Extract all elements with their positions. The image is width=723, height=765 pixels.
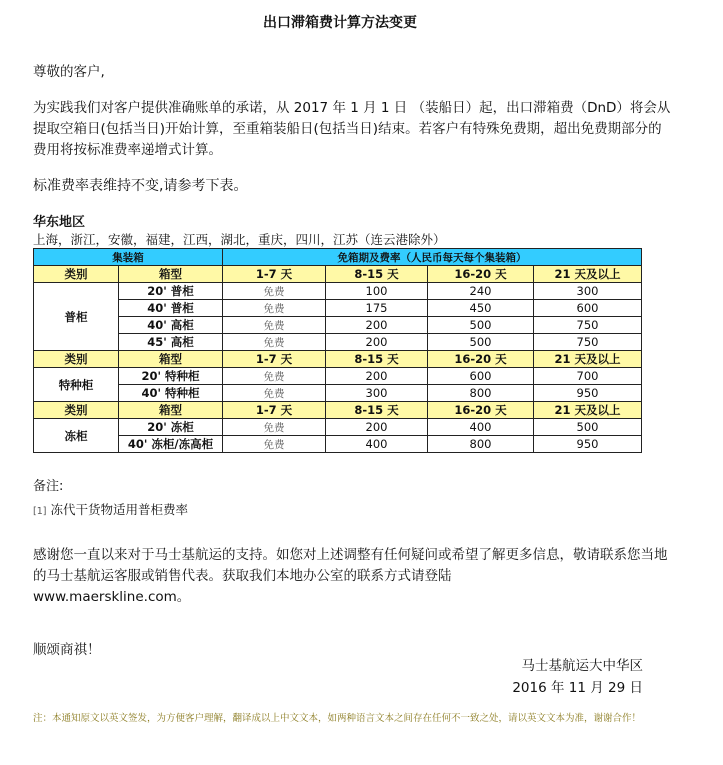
col-type-header: 类别: [34, 351, 119, 368]
notes-label: 备注:: [33, 479, 64, 494]
rate-cell: 免费: [223, 368, 326, 385]
table-row: [34, 300, 642, 317]
rate-cell: 750: [534, 317, 642, 334]
category-cell: 特种柜: [34, 368, 119, 402]
rate-cell: 800: [428, 436, 534, 453]
period-header: 16-20 天: [428, 266, 534, 283]
table-row: [34, 317, 642, 334]
rate-cell: 免费: [223, 300, 326, 317]
rate-cell: 免费: [223, 385, 326, 402]
rate-cell: 免费: [223, 283, 326, 300]
rate-cell: 950: [534, 385, 642, 402]
col-type-header: 类别: [34, 266, 119, 283]
period-header: 8-15 天: [326, 351, 428, 368]
table-header-row: [34, 402, 642, 419]
page-title: 出口滞箱费计算方法变更: [263, 15, 417, 31]
table-header-row: [34, 266, 642, 283]
category-cell: 普柜: [34, 283, 119, 351]
size-cell: 20' 冻柜: [119, 419, 223, 436]
rate-cell: 500: [428, 334, 534, 351]
size-cell: 40' 普柜: [119, 300, 223, 317]
table-row: [34, 419, 642, 436]
period-header: 21 天及以上: [534, 266, 642, 283]
period-header: 16-20 天: [428, 402, 534, 419]
rate-cell: 200: [326, 334, 428, 351]
note-ref: [1]: [33, 506, 47, 517]
intro-paragraph: 为实践我们对客户提供准确账单的承诺，从 2017 年 1 月 1 日 （装船日）起，出口滞箱费（DnD）将会从提取空箱日(包括当日)开始计算，至重箱装船日(包括当日)结束。若客户有特殊免费期，超出免费期部分的费用将按标准费率递增式计算。: [33, 100, 671, 158]
category-cell: 冻柜: [34, 419, 119, 453]
signature-date: 2016 年 11 月 29 日: [512, 680, 643, 696]
period-header: 8-15 天: [326, 402, 428, 419]
period-header: 21 天及以上: [534, 402, 642, 419]
rate-cell: 450: [428, 300, 534, 317]
size-cell: 40' 特种柜: [119, 385, 223, 402]
container-header: 集装箱: [34, 249, 223, 266]
rate-cell: 750: [534, 334, 642, 351]
rate-cell: 100: [326, 283, 428, 300]
note-item: [33, 500, 188, 518]
period-header: 8-15 天: [326, 266, 428, 283]
period-header: 21 天及以上: [534, 351, 642, 368]
thanks-text: 感谢您一直以来对于马士基航运的支持。如您对上述调整有任何疑问或希望了解更多信息，敬请联系您当地的马士基航运客服或销售代表。获取我们本地办公室的联系方式请登陆: [33, 547, 668, 584]
free-period-header: 免箱期及费率（人民币每天每个集装箱）: [223, 249, 642, 266]
table-row: [34, 385, 642, 402]
website-link[interactable]: www.maerskline.com: [33, 589, 177, 605]
thanks-paragraph: [33, 545, 673, 608]
rate-cell: 免费: [223, 317, 326, 334]
rate-cell: 800: [428, 385, 534, 402]
signature: [512, 655, 643, 699]
size-cell: 40' 高柜: [119, 317, 223, 334]
table-row: [34, 368, 642, 385]
note-text: 冻代干货物适用普柜费率: [50, 502, 188, 517]
table-top-header: [34, 249, 642, 266]
rate-cell: 免费: [223, 436, 326, 453]
col-type-header: 类别: [34, 402, 119, 419]
rate-cell: 400: [428, 419, 534, 436]
rate-cell: 200: [326, 419, 428, 436]
website-suffix: 。: [176, 589, 191, 605]
rate-cell: 300: [326, 385, 428, 402]
col-size-header: 箱型: [119, 402, 223, 419]
size-cell: 40' 冻柜/冻高柜: [119, 436, 223, 453]
rate-cell: 950: [534, 436, 642, 453]
table-row: [34, 283, 642, 300]
signature-company: 马士基航运大中华区: [521, 658, 643, 674]
rate-cell: 200: [326, 368, 428, 385]
closing: 顺颂商祺！: [33, 642, 101, 658]
rate-cell: 300: [534, 283, 642, 300]
period-header: 16-20 天: [428, 351, 534, 368]
rate-cell: 200: [326, 317, 428, 334]
col-size-header: 箱型: [119, 266, 223, 283]
period-header: 1-7 天: [223, 351, 326, 368]
region-title: 华东地区: [33, 215, 86, 230]
rate-cell: 600: [534, 300, 642, 317]
disclaimer: 注：本通知原文以英文签发，为方便客户理解，翻译成以上中文文本，如两种语言文本之间存在任何不一致之处，请以英文文本为准，谢谢合作！: [33, 713, 642, 724]
rate-cell: 500: [428, 317, 534, 334]
table-row: [34, 334, 642, 351]
rate-cell: 免费: [223, 419, 326, 436]
rate-cell: 700: [534, 368, 642, 385]
rate-cell: 免费: [223, 334, 326, 351]
rate-cell: 175: [326, 300, 428, 317]
table-row: [34, 436, 642, 453]
table-header-row: [34, 351, 642, 368]
col-size-header: 箱型: [119, 351, 223, 368]
rate-cell: 500: [534, 419, 642, 436]
size-cell: 20' 特种柜: [119, 368, 223, 385]
size-cell: 45' 高柜: [119, 334, 223, 351]
rates-table: [33, 248, 642, 453]
rates-note-paragraph: 标准费率表维持不变,请参考下表。: [33, 178, 248, 194]
period-header: 1-7 天: [223, 266, 326, 283]
salutation: 尊敬的客户,: [33, 64, 105, 80]
rate-cell: 240: [428, 283, 534, 300]
size-cell: 20' 普柜: [119, 283, 223, 300]
rate-cell: 400: [326, 436, 428, 453]
period-header: 1-7 天: [223, 402, 326, 419]
rate-cell: 600: [428, 368, 534, 385]
region-list: 上海，浙江，安徽，福建，江西，湖北，重庆，四川，江苏（连云港除外）: [33, 232, 446, 247]
